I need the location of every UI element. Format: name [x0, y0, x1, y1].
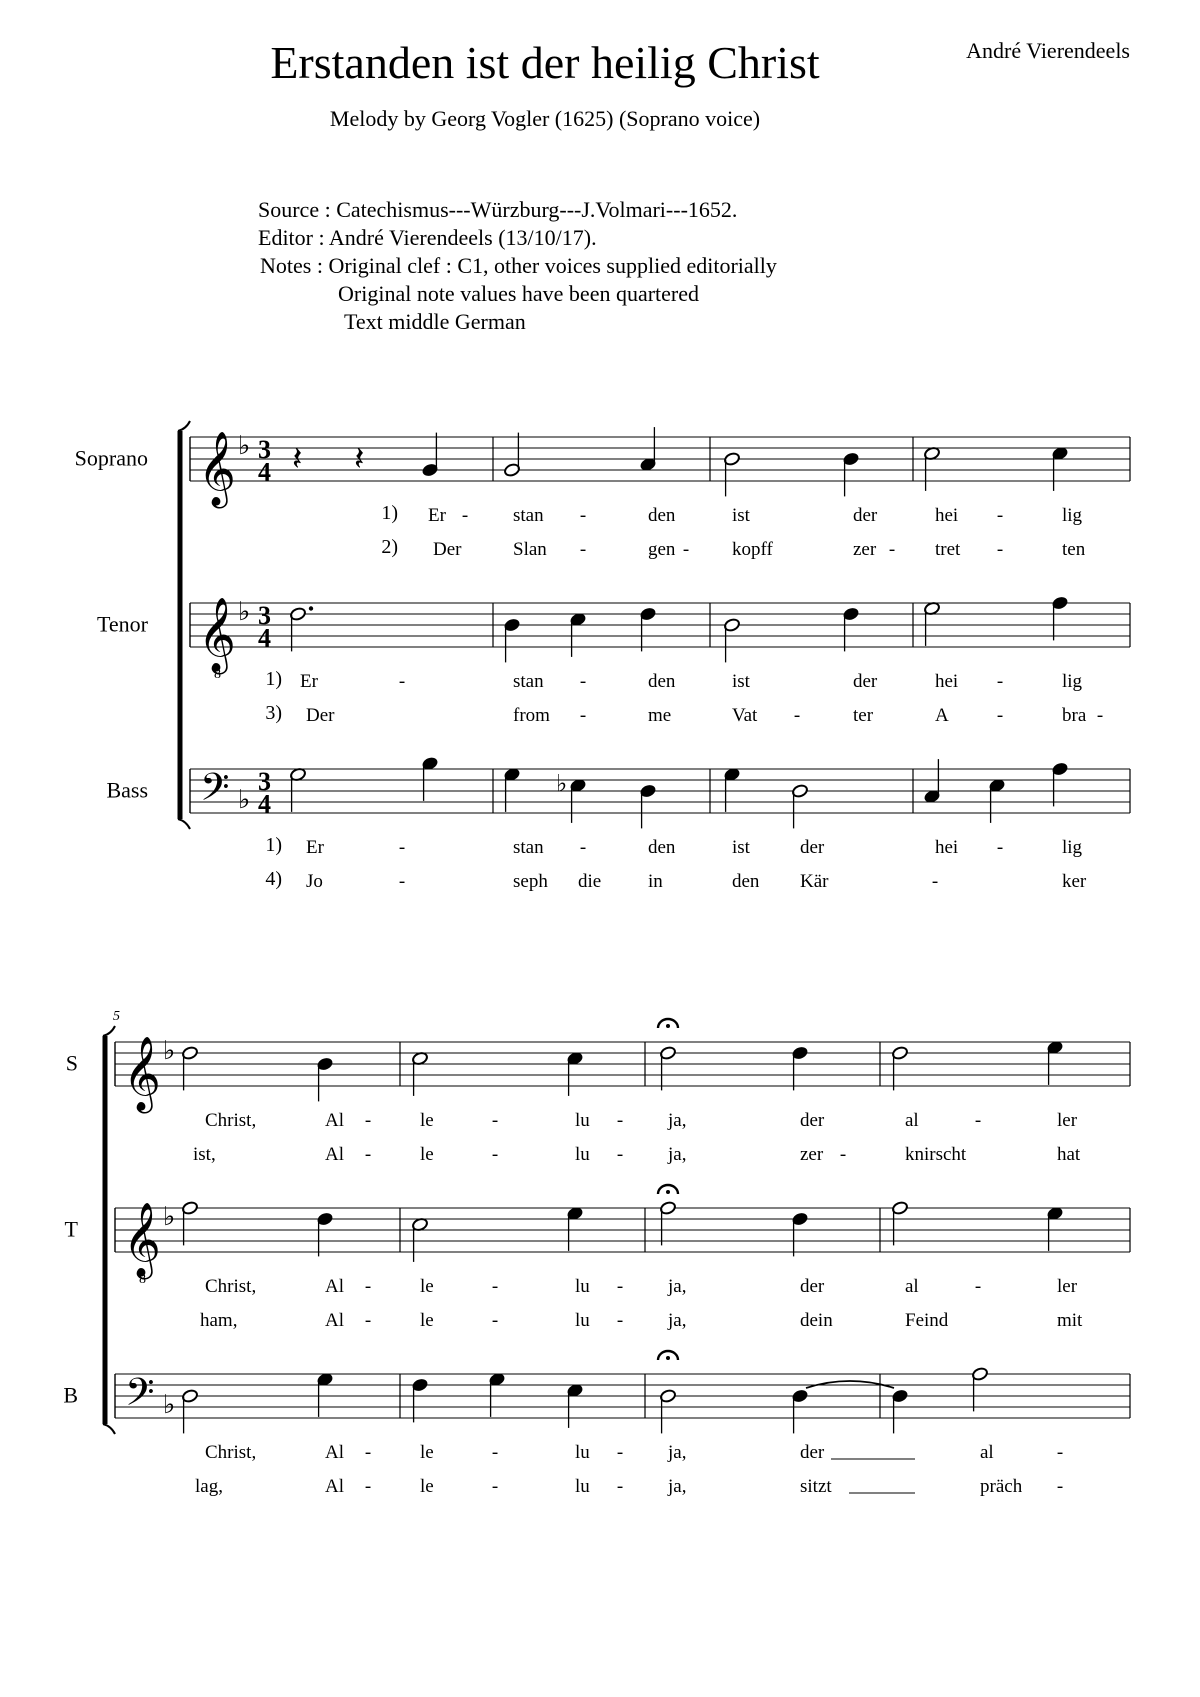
lyric-syllable: -: [974, 1110, 982, 1131]
lyric-syllable: Christ,: [205, 1276, 257, 1297]
lyric-syllable: -: [491, 1476, 499, 1497]
note: [658, 1019, 678, 1090]
lyric-syllable: knirscht: [905, 1144, 967, 1165]
lyric-syllable: ja,: [668, 1276, 687, 1297]
lyric-syllable: -: [888, 539, 896, 560]
voice-label: T: [64, 1216, 78, 1242]
bracket-top-hook: [103, 1026, 115, 1036]
lyric-syllable: Al: [325, 1310, 344, 1331]
lyric-syllable: ler: [1057, 1110, 1078, 1131]
time-signature-top: 3: [258, 766, 271, 796]
lyric-syllable: lag,: [195, 1476, 223, 1497]
voice-label: Soprano: [74, 445, 148, 471]
lyric-syllable: from: [513, 705, 550, 726]
lyric-syllable: -: [682, 539, 690, 560]
note: [923, 759, 940, 804]
lyric-syllable: -: [996, 539, 1004, 560]
octave-eight-icon: 8: [214, 666, 221, 682]
lyric-syllable: -: [793, 705, 801, 726]
lyric-syllable: -: [398, 837, 406, 858]
staff-bass: [106, 756, 1130, 892]
lyric-syllable: ja,: [668, 1310, 687, 1331]
note: [723, 452, 740, 497]
quarter-rest-icon: 𝄽: [292, 441, 303, 478]
lyric-syllable: zer: [853, 539, 877, 560]
voice-label: Bass: [106, 777, 148, 803]
note: [723, 767, 740, 812]
lyric-syllable: A: [935, 705, 949, 726]
lyric-syllable: -: [398, 871, 406, 892]
lyric-syllable: seph: [513, 871, 548, 892]
note: [556, 772, 587, 823]
note: [842, 452, 859, 497]
lyric-syllable: die: [578, 871, 602, 892]
composer-credit: André Vierendeels: [966, 38, 1130, 63]
lyric-syllable: -: [579, 539, 587, 560]
lyric-syllable: Kär: [800, 871, 829, 892]
lyric-syllable: al: [905, 1110, 919, 1131]
augmentation-dot: [309, 606, 313, 610]
verse-number: 2): [381, 536, 398, 558]
lyric-syllable: -: [579, 837, 587, 858]
note: [566, 1206, 583, 1251]
verse-number: 1): [265, 668, 282, 690]
time-signature-top: 3: [258, 600, 271, 630]
lyric-syllable: Der: [306, 705, 335, 726]
lyric-syllable: -: [461, 505, 469, 526]
lyric-syllable: den: [648, 837, 676, 858]
time-signature-bottom: 4: [258, 623, 271, 653]
note: [316, 1057, 333, 1102]
note: [411, 1217, 428, 1262]
treble-clef-icon: 𝄞: [198, 432, 236, 504]
note: [1051, 762, 1068, 807]
lyric-syllable: le: [420, 1310, 434, 1331]
lyric-syllable: Er: [300, 671, 318, 692]
bracket-top-hook: [178, 421, 190, 431]
time-signature-top: 3: [258, 434, 271, 464]
note: [411, 1378, 428, 1423]
notes-line-2: Original note values have been quartered: [338, 281, 700, 306]
note: [791, 1389, 808, 1434]
lyric-syllable: ja,: [668, 1110, 687, 1131]
note: [289, 767, 306, 812]
note: [791, 1212, 808, 1257]
lyric-syllable: me: [648, 705, 672, 726]
bass-clef-icon: 𝄢: [200, 766, 230, 818]
lyric-syllable: ler: [1057, 1276, 1078, 1297]
staff-soprano: [75, 427, 1130, 560]
note: [842, 607, 859, 652]
lyric-syllable: ist: [732, 837, 750, 858]
note: [181, 1201, 198, 1246]
lyric-syllable: Al: [325, 1442, 344, 1463]
lyric-syllable: mit: [1057, 1310, 1083, 1331]
lyric-syllable: Jo: [306, 871, 323, 892]
lyric-syllable: sitzt: [800, 1476, 832, 1497]
lyric-syllable: hei: [935, 837, 959, 858]
lyric-syllable: der: [800, 837, 825, 858]
lyric-syllable: stan: [513, 505, 544, 526]
fermata-dot: [666, 1356, 670, 1360]
lyric-syllable: -: [579, 705, 587, 726]
flat-key-signature-icon: ♭: [163, 1036, 176, 1065]
voice-label: S: [65, 1050, 78, 1076]
lyric-syllable: -: [491, 1442, 499, 1463]
note: [421, 756, 438, 801]
lyric-syllable: -: [1056, 1476, 1064, 1497]
lyric-syllable: -: [616, 1310, 624, 1331]
lyric-syllable: Slan: [513, 539, 547, 560]
lyric-syllable: hat: [1057, 1144, 1081, 1165]
note: [569, 612, 586, 657]
lyric-syllable: -: [364, 1476, 372, 1497]
verse-number: 4): [265, 868, 282, 890]
staff-tenor: [97, 596, 1130, 726]
measure-number: 5: [113, 1009, 120, 1024]
note: [181, 1389, 198, 1434]
note: [1046, 1040, 1063, 1085]
lyric-syllable: zer: [800, 1144, 824, 1165]
note: [971, 1367, 988, 1412]
treble-clef-icon: 𝄞: [123, 1037, 161, 1109]
lyric-syllable: al: [905, 1276, 919, 1297]
lyric-syllable: hei: [935, 505, 959, 526]
lyric-syllable: -: [579, 505, 587, 526]
lyric-syllable: tret: [935, 539, 961, 560]
lyric-syllable: ker: [1062, 871, 1087, 892]
note: [988, 778, 1005, 823]
lyric-syllable: Vat: [732, 705, 758, 726]
lyric-syllable: -: [364, 1144, 372, 1165]
lyric-syllable: Christ,: [205, 1442, 257, 1463]
octave-eight-icon: 8: [139, 1271, 146, 1287]
note: [791, 784, 808, 829]
lyric-syllable: ist: [732, 671, 750, 692]
treble-clef-icon: 𝄞: [198, 598, 236, 670]
fermata-dot: [666, 1190, 670, 1194]
verse-number: 1): [265, 834, 282, 856]
lyric-syllable: -: [616, 1110, 624, 1131]
voice-label: B: [63, 1382, 78, 1408]
lyric-syllable: der: [800, 1442, 825, 1463]
lyric-syllable: Al: [325, 1276, 344, 1297]
lyric-syllable: -: [364, 1442, 372, 1463]
lyric-syllable: lig: [1062, 671, 1083, 692]
time-signature-bottom: 4: [258, 457, 271, 487]
lyric-syllable: le: [420, 1276, 434, 1297]
lyric-syllable: Al: [325, 1110, 344, 1131]
lyric-syllable: -: [491, 1144, 499, 1165]
lyric-syllable: -: [931, 871, 939, 892]
treble-clef-icon: 𝄞: [123, 1203, 161, 1275]
lyric-syllable: le: [420, 1476, 434, 1497]
lyric-syllable: stan: [513, 671, 544, 692]
lyric-syllable: lig: [1062, 505, 1083, 526]
lyric-syllable: den: [648, 505, 676, 526]
note: [923, 446, 940, 491]
note: [891, 1389, 908, 1434]
lyric-syllable: -: [996, 505, 1004, 526]
flat-accidental-icon: ♭: [556, 771, 568, 798]
verse-number: 1): [381, 502, 398, 524]
lyric-syllable: der: [800, 1110, 825, 1131]
lyric-syllable: -: [364, 1310, 372, 1331]
note: [923, 601, 940, 646]
notes-line-3: Text middle German: [344, 309, 526, 334]
note: [791, 1046, 808, 1091]
note: [316, 1372, 333, 1417]
bracket-bottom-hook: [178, 819, 190, 829]
lyric-syllable: lig: [1062, 837, 1083, 858]
staff-b: [63, 1351, 1130, 1497]
lyric-syllable: der: [853, 671, 878, 692]
note: [503, 433, 520, 478]
lyric-syllable: -: [579, 671, 587, 692]
fermata-dot: [666, 1024, 670, 1028]
lyric-syllable: den: [648, 671, 676, 692]
lyric-syllable: ja,: [668, 1144, 687, 1165]
note: [639, 427, 656, 472]
bass-clef-icon: 𝄢: [125, 1371, 155, 1423]
note: [488, 1372, 505, 1417]
lyric-syllable: -: [616, 1476, 624, 1497]
note: [639, 607, 656, 652]
verse-number: 3): [265, 702, 282, 724]
lyric-syllable: -: [616, 1276, 624, 1297]
lyric-syllable: -: [364, 1276, 372, 1297]
lyric-syllable: gen: [648, 539, 676, 560]
note: [566, 1383, 583, 1428]
lyric-syllable: -: [996, 705, 1004, 726]
lyric-syllable: al: [980, 1442, 994, 1463]
lyric-syllable: -: [996, 837, 1004, 858]
lyric-syllable: -: [974, 1276, 982, 1297]
lyric-syllable: den: [732, 871, 760, 892]
note: [1051, 446, 1068, 491]
lyric-syllable: le: [420, 1110, 434, 1131]
lyric-syllable: ja,: [668, 1476, 687, 1497]
lyric-syllable: lu: [575, 1276, 590, 1297]
note: [723, 618, 740, 663]
source-line: Source : Catechismus---Würzburg---J.Volmari---1652.: [258, 197, 738, 222]
lyric-syllable: lu: [575, 1476, 590, 1497]
lyric-syllable: -: [839, 1144, 847, 1165]
note: [503, 767, 520, 812]
lyric-syllable: -: [1096, 705, 1104, 726]
lyric-syllable: ja,: [668, 1442, 687, 1463]
flat-key-signature-icon: ♭: [238, 785, 251, 814]
lyric-syllable: hei: [935, 671, 959, 692]
lyric-syllable: -: [1056, 1442, 1064, 1463]
lyric-syllable: der: [800, 1276, 825, 1297]
lyric-syllable: bra: [1062, 705, 1087, 726]
lyric-syllable: lu: [575, 1310, 590, 1331]
note: [658, 1185, 678, 1245]
lyric-syllable: -: [616, 1144, 624, 1165]
lyric-syllable: -: [491, 1110, 499, 1131]
editor-line: Editor : André Vierendeels (13/10/17).: [258, 225, 597, 250]
lyric-syllable: Er: [428, 505, 446, 526]
note: [566, 1051, 583, 1096]
lyric-syllable: ist: [732, 505, 750, 526]
lyric-syllable: -: [491, 1276, 499, 1297]
lyric-syllable: -: [616, 1442, 624, 1463]
flat-key-signature-icon: ♭: [163, 1202, 176, 1231]
notes-line-1: Notes : Original clef : C1, other voices supplied editorially: [260, 253, 777, 278]
lyric-syllable: Christ,: [205, 1110, 257, 1131]
lyric-syllable: in: [648, 871, 663, 892]
lyric-syllable: ten: [1062, 539, 1086, 560]
bracket-bottom-hook: [103, 1424, 115, 1434]
note: [289, 606, 313, 651]
note: [658, 1351, 678, 1433]
lyric-syllable: ham,: [200, 1310, 238, 1331]
lyric-syllable: lu: [575, 1110, 590, 1131]
lyric-syllable: präch: [980, 1476, 1023, 1497]
note: [316, 1212, 333, 1257]
flat-key-signature-icon: ♭: [238, 431, 251, 460]
lyric-syllable: dein: [800, 1310, 833, 1331]
lyric-syllable: ter: [853, 705, 874, 726]
quarter-rest-icon: 𝄽: [354, 441, 365, 478]
staff-t: [65, 1185, 1130, 1331]
lyric-syllable: -: [364, 1110, 372, 1131]
time-signature-bottom: 4: [258, 789, 271, 819]
note: [891, 1046, 908, 1091]
lyric-syllable: Al: [325, 1144, 344, 1165]
subtitle: Melody by Georg Vogler (1625) (Soprano voice): [329, 106, 761, 131]
lyric-syllable: Feind: [905, 1310, 949, 1331]
flat-key-signature-icon: ♭: [163, 1390, 176, 1419]
lyric-syllable: ist,: [193, 1144, 216, 1165]
lyric-syllable: Al: [325, 1476, 344, 1497]
note: [1051, 596, 1068, 641]
lyric-syllable: le: [420, 1442, 434, 1463]
lyric-syllable: -: [491, 1310, 499, 1331]
lyric-syllable: kopff: [732, 539, 773, 560]
note: [1046, 1206, 1063, 1251]
staff-s: [66, 1019, 1130, 1165]
lyric-syllable: Er: [306, 837, 324, 858]
flat-key-signature-icon: ♭: [238, 597, 251, 626]
lyric-syllable: stan: [513, 837, 544, 858]
page-title: Erstanden ist der heilig Christ: [270, 37, 820, 88]
lyric-syllable: lu: [575, 1144, 590, 1165]
lyric-syllable: lu: [575, 1442, 590, 1463]
lyric-syllable: Der: [433, 539, 462, 560]
lyric-syllable: der: [853, 505, 878, 526]
note: [181, 1046, 198, 1091]
note: [411, 1051, 428, 1096]
note: [639, 784, 656, 829]
lyric-syllable: le: [420, 1144, 434, 1165]
note: [421, 433, 438, 478]
note: [891, 1201, 908, 1246]
lyric-syllable: -: [398, 671, 406, 692]
voice-label: Tenor: [97, 611, 148, 637]
lyric-syllable: -: [996, 671, 1004, 692]
note: [503, 618, 520, 663]
